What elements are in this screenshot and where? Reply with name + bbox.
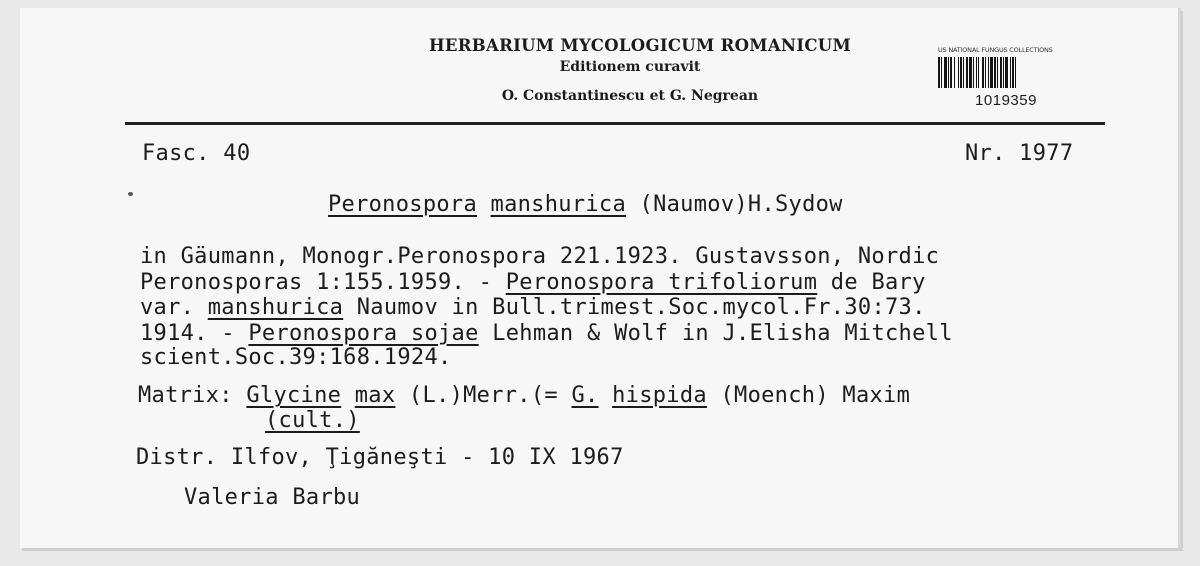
- reference-text: 1914. -: [140, 321, 249, 346]
- locality-date: Distr. Ilfov, Ţigăneşti - 10 IX 1967: [136, 445, 624, 470]
- reference-line: [140, 270, 926, 295]
- collector-name: Valeria Barbu: [184, 485, 361, 510]
- barcode-number: 1019359: [975, 92, 1037, 109]
- matrix-line: [138, 383, 910, 408]
- header-divider: [125, 122, 1105, 125]
- reference-text: Naumov in Bull.trimest.Soc.mycol.Fr.30:73.: [343, 295, 926, 320]
- ink-spot: [128, 192, 133, 196]
- cultivated-note: (cult.): [265, 408, 360, 433]
- synonym-name: manshurica: [207, 295, 344, 320]
- herbarium-subtitle: Editionem curavit: [559, 59, 701, 75]
- matrix-cultivated: [265, 408, 360, 433]
- synonym-epithet: hispida: [612, 383, 707, 408]
- reference-text: Lehman & Wolf in J.Elisha Mitchell: [478, 321, 953, 346]
- synonym-name: Peronospora sojae: [248, 321, 479, 346]
- reference-text: var.: [140, 295, 208, 320]
- species-authority: (Naumov)H.Sydow: [626, 192, 843, 217]
- host-epithet: max: [354, 383, 396, 408]
- species-genus: Peronospora: [328, 192, 477, 217]
- barcode-caption: US NATIONAL FUNGUS COLLECTIONS: [938, 46, 1053, 54]
- reference-text: Peronosporas 1:155.1959. -: [140, 270, 506, 295]
- herbarium-editors: O. Constantinescu et G. Negrean: [501, 88, 759, 104]
- host-genus: Glycine: [246, 383, 342, 408]
- synonym-genus: G.: [571, 383, 599, 408]
- species-name: [328, 192, 843, 217]
- herbarium-title: HERBARIUM MYCOLOGICUM ROMANICUM: [428, 36, 852, 55]
- herbarium-label: [20, 8, 1181, 548]
- species-epithet: manshurica: [490, 192, 626, 217]
- barcode-graphic: [938, 57, 1074, 88]
- reference-line: [140, 295, 926, 320]
- reference-line: scient.Soc.39:168.1924.: [140, 345, 452, 370]
- reference-line: [140, 321, 953, 346]
- reference-text: de Bary: [817, 270, 926, 295]
- reference-line: in Gäumann, Monogr.Peronospora 221.1923. Gustavsson, Nordic: [140, 244, 940, 269]
- synonym-authority: (Moench) Maxim: [706, 383, 911, 408]
- fascicle-number: Fasc. 40: [142, 141, 251, 166]
- barcode-gap: [1016, 57, 1018, 88]
- barcode-label: [938, 46, 1074, 109]
- exsiccata-number: Nr. 1977: [965, 141, 1074, 166]
- host-authority: (L.)Merr.(=: [395, 383, 572, 408]
- matrix-prefix: Matrix:: [138, 383, 247, 408]
- synonym-name: Peronospora trifoliorum: [505, 270, 818, 295]
